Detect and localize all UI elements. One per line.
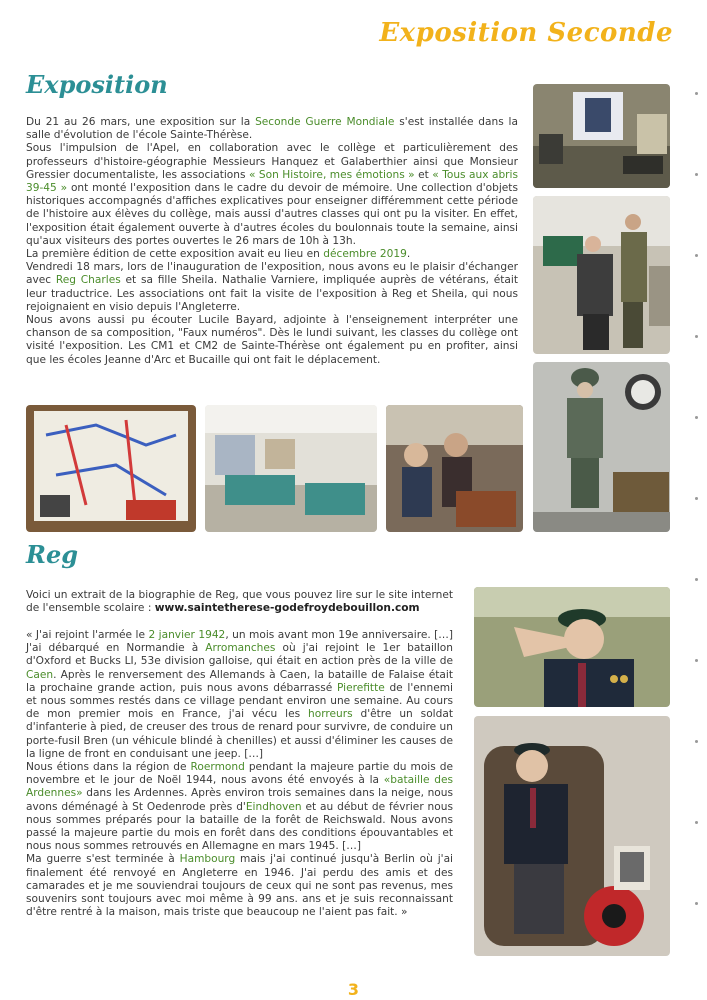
section-title-exposition: Exposition xyxy=(26,70,168,99)
photo-visio-projection xyxy=(533,84,670,188)
exposition-paragraph-5: Nous avons aussi pu écouter Lucile Bayard, adjointe à l'enseignement interpréter une chanson de sa composition, "Faux numéros". Dès le lundi suivant, les classes du collège ont visité l'exposition. Les CM1 et CM2 de Sainte-Thérèse ont également pu en profiter, ainsi que les écoles Jeanne d'Arc et Bucaille qui ont fait le déplacement. xyxy=(26,314,518,366)
photo-uniform-mannequin xyxy=(533,362,670,532)
exposition-paragraph-4: Vendredi 18 mars, lors de l'inauguration de l'exposition, nous avons eu le plaisir d'échanger avec Reg Charles et sa fille Sheila. Nathalie Varniere, impliquée auprès de vétérans, était leur traductrice. Les associations ont fait la visite de l'exposition à Reg et Sheila, qui nous rejoignaient en visio depuis l'Angleterre. xyxy=(26,261,518,313)
reg-quote-paragraph-2: Nous étions dans la région de Roermond pendant la majeure partie du mois de novembre et le jour de Noël 1944, nous avons été envoyés à la «bataille des Ardennes» dans les Ardennes. Après environ trois semaines dans la neige, nous avons déménagé à St Oedenrode près d'Eindhoven et au début de février nous nous sommes préparés pour la bataille de la forêt de Reichswald. Nous avons passé la majeure partie du mois en forêt dans des conditions épouvantables et nous nous sommes retrouvés en Allemagne en mars 1945. […] xyxy=(26,761,453,853)
photo-reg-seated xyxy=(474,716,670,956)
website-link: www.saintetherese-godefroydebouillon.com xyxy=(154,602,420,615)
reg-quote-paragraph-3: Ma guerre s'est terminée à Hambourg mais j'ai continué jusqu'à Berlin où j'ai finalement été renvoyé en Angleterre en 1946. J'ai perdu des amis et des camarades et je me souviendrai toujours de ceux qui ne sont pas revenus, mes souvenirs sont toujours avec moi même à 99 ans. ans et je suis reconnaissant d'être rentré à la maison, mais triste que beaucoup ne l'aient pas fait. » xyxy=(26,853,454,919)
exposition-paragraph-1: Du 21 au 26 mars, une exposition sur la Seconde Guerre Mondiale s'est installée dans la salle d'évolution de l'école Sainte-Thérèse. xyxy=(26,116,518,142)
section-title-reg: Reg xyxy=(26,540,78,569)
photo-display-cases xyxy=(205,405,377,532)
photo-map-poster xyxy=(26,405,196,532)
photo-reg-saluting xyxy=(474,587,670,707)
page-number: 3 xyxy=(347,980,360,999)
reg-biography-quote xyxy=(26,629,453,919)
photo-students-visit xyxy=(386,405,523,532)
reg-intro: Voici un extrait de la biographie de Reg, que vous pouvez lire sur le site internet de l'ensemble scolaire : www.saintetherese-godefroydebouillon.com xyxy=(26,589,453,615)
exposition-paragraph-3: La première édition de cette exposition avait eu lieu en décembre 2019. xyxy=(26,248,411,261)
reg-quote-paragraph-1: « J'ai rejoint l'armée le 2 janvier 1942, un mois avant mon 19e anniversaire. […] J'ai débarqué en Normandie à Arromanches où j'ai rejoint le 1er bataillon d'Oxford et Bucks LI, 53e division galloise, qui était en action près de la ville de Caen. Après le renversement des Allemands à Caen, la bataille de Falaise était la prochaine grande action, puis nous avons débarrassé Pierefitte de l'ennemi et nous sommes restés dans ce village pendant environ une semaine. Au cours de mon premier mois en France, j'ai vécu les horreurs d'être un soldat d'infanterie à pied, de creuser des trous de renard pour survivre, de conduire un porte-fusil Bren (un véhicule blindé à chenilles) et aussi d'éliminer les causes de la ligne de front en conduisant une jeep. […] xyxy=(26,629,454,760)
exposition-text xyxy=(26,116,518,367)
margin-dots xyxy=(695,92,699,983)
exposition-paragraph-2: Sous l'impulsion de l'Apel, en collaboration avec le collège et particulièrement des professeurs d'histoire-géographie Messieurs Hanquez et Galaberthier ainsi que Monsieur Gressier documentaliste, les associations « Son Histoire, mes émotions » et « Tous aux abris 39-45 » ont monté l'exposition dans le cadre du devoir de mémoire. Une collection d'objets historiques accompagnés d'affiches explicatives pour enseigner différemment cette période de l'histoire aux élèves du collège, mais aussi d'autres classes qui ont pu la visiter. En effet, l'exposition était également ouverte à d'autres écoles du boulonnais toute la semaine, ainsi qu'aux visiteurs des portes ouvertes le 26 mars de 10h à 13h. xyxy=(26,142,518,247)
page-title: Exposition Seconde xyxy=(379,18,673,48)
photo-reenactors xyxy=(533,196,670,354)
